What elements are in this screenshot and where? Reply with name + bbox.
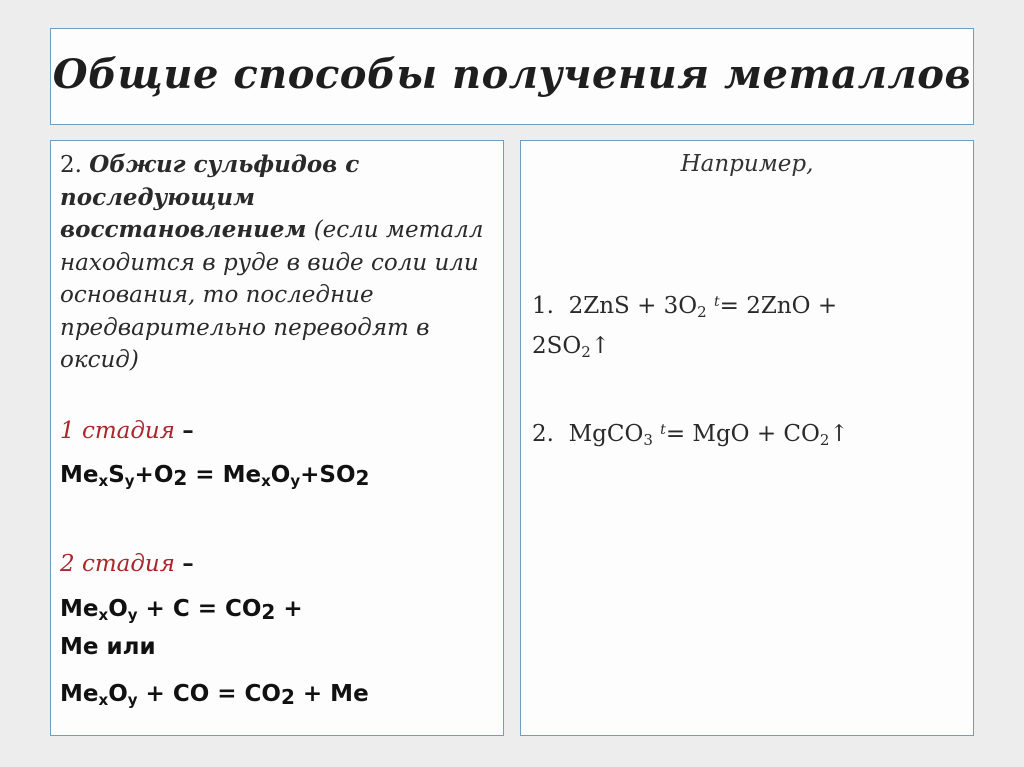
method-note: (если металл находится в руде в виде соли или основания, то последние предварительно переводят в оксид): [60, 217, 484, 373]
slide-title: Общие способы получения металлов: [52, 51, 972, 98]
method-description: [60, 149, 496, 377]
stage-2-formula-b: Me или: [60, 634, 156, 660]
stage-1-formula: $Me_xS_y+O_2 = Me_xO_y+SO_2$: [60, 462, 370, 490]
example-2: 2. MgCO$_3$ $^t$= MgO + $CO_2↑$: [532, 421, 849, 449]
stage-2-label: 2 стадия –: [60, 550, 194, 577]
stage-1-label: 1 стадия –: [60, 417, 194, 444]
method-heading: Обжиг сульфидов с последующим восстановлением: [60, 151, 360, 243]
right-panel: [520, 140, 974, 736]
method-number: 2.: [60, 152, 82, 178]
example-1: 1. $2ZnS + 3O_2$ $^t$= 2ZnO + $2SO_2↑$: [532, 293, 838, 361]
stage-2-formula-c: $Me_xO_y$ + CO = $CO_2 + Me$: [60, 681, 369, 709]
stage-2-formula-a: $Me_xO_y + C = CO_2$ +: [60, 596, 303, 624]
examples-heading: Например,: [680, 151, 814, 177]
left-panel: [50, 140, 504, 736]
title-box: [50, 28, 974, 125]
